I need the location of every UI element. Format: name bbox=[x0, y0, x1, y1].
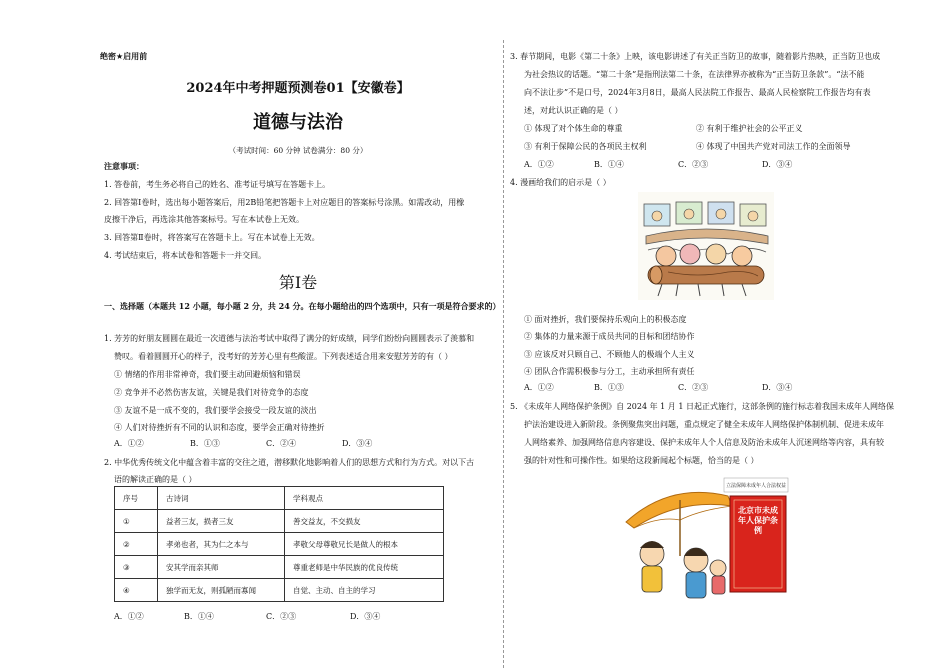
option-b[interactable]: B．①③ bbox=[190, 439, 220, 448]
question-5-text: 护法治建设进入新阶段。条例聚焦突出问题，重点规定了健全未成年人网络保护体制机制、促进未成年 bbox=[524, 420, 884, 429]
option-c[interactable]: C．②③ bbox=[678, 160, 709, 169]
notice-line: 1. 答卷前，考生务必将自己的姓名、准考证号填写在答题卡上。 bbox=[104, 180, 331, 189]
table-header: 学科观点 bbox=[285, 487, 444, 510]
secret-label: 绝密★启用前 bbox=[100, 52, 148, 61]
question-3-options bbox=[524, 159, 838, 170]
exam-title: 2024年中考押题预测卷01【安徽卷】 bbox=[186, 81, 410, 96]
option-c[interactable]: C．②③ bbox=[266, 612, 297, 621]
question-2-text: 语的解读正确的是（ ） bbox=[114, 475, 197, 484]
option-a[interactable]: A．①② bbox=[524, 160, 554, 169]
table-cell: 益者三友，损者三友 bbox=[158, 510, 285, 533]
table-header: 序号 bbox=[115, 487, 158, 510]
question-1-item: ③ 友谊不是一成不变的，我们要学会接受一段友谊的淡出 bbox=[114, 406, 317, 415]
child-protection-image bbox=[620, 476, 790, 604]
question-4-item: ① 面对挫折，我们要保持乐观向上的积极态度 bbox=[524, 315, 687, 324]
book-title: 北京市未成年人保护条例 bbox=[738, 506, 778, 535]
question-1-item: ② 竞争并不必然伤害友谊，关键是我们对待竞争的态度 bbox=[114, 388, 309, 397]
table-cell: 独学而无友，则孤陋而寡闻 bbox=[158, 579, 285, 602]
option-d[interactable]: D．③④ bbox=[762, 160, 793, 169]
cartoon-illustration bbox=[638, 192, 774, 300]
question-1-text: 赞叹。看着圆圆开心的样子，没考好的芳芳心里有些酸涩。下列表述适合用来安慰芳芳的有（ ） bbox=[114, 352, 453, 361]
notice-line: 皮擦干净后，再选涂其他答案标号。写在本试卷上无效。 bbox=[104, 215, 304, 224]
question-2-table bbox=[114, 486, 444, 602]
question-3-text: 为社会热议的话题。“第二十条”是指刑法第二十条，在法律界亦被称为“正当防卫条款”。“法不能 bbox=[524, 70, 865, 79]
table-row bbox=[115, 510, 444, 533]
question-4-item: ② 集体的力量来源于成员共同的目标和团结协作 bbox=[524, 332, 695, 341]
table-header: 古诗词 bbox=[158, 487, 285, 510]
question-2-text: 2. 中华优秀传统文化中蕴含着丰富的交往之道，潜移默化地影响着人们的思想方式和行为方式。对以下古 bbox=[104, 458, 475, 467]
notice-line: 2. 回答第Ⅰ卷时，选出每小题答案后，用2B铅笔把答题卡上对应题目的答案标号涂黑。如需改动，用橡 bbox=[104, 198, 465, 207]
exam-meta: （考试时间：60 分钟 试卷满分：80 分） bbox=[228, 146, 368, 155]
section-heading: 一、选择题（本题共 12 小题，每小题 2 分，共 24 分。在每小题给出的四个选项中，只有一项是符合要求的） bbox=[104, 301, 501, 311]
volume-heading: 第Ⅰ卷 bbox=[278, 273, 318, 292]
question-3-item: ② 有利于维护社会的公平正义 bbox=[696, 124, 803, 133]
option-d[interactable]: D．③④ bbox=[342, 439, 373, 448]
question-1-text: 1. 芳芳的好朋友圆圆在最近一次道德与法治考试中取得了满分的好成绩，同学们纷纷向圆圆表示了羡慕和 bbox=[104, 334, 475, 343]
option-d[interactable]: D．③④ bbox=[350, 612, 381, 621]
option-a[interactable]: A．①② bbox=[114, 612, 144, 621]
question-4-item: ④ 团队合作需积极参与分工，主动承担所有责任 bbox=[524, 367, 695, 376]
question-4-text: 4. 漫画给我们的启示是（ ） bbox=[510, 178, 611, 187]
table-cell: ③ bbox=[115, 556, 158, 579]
subject-title: 道德与法治 bbox=[253, 112, 343, 133]
option-a[interactable]: A．①② bbox=[114, 439, 144, 448]
table-cell: 自觉、主动、自主的学习 bbox=[285, 579, 444, 602]
question-3-text: 述，对此认识正确的是（ ） bbox=[524, 106, 623, 115]
table-cell: 孝弟也者，其为仁之本与 bbox=[158, 533, 285, 556]
question-5-text: 5. 《未成年人网络保护条例》自 2024 年 1 月 1 日起正式施行，这部条例的施行标志着我国未成年人网络保 bbox=[510, 402, 894, 411]
question-5-text: 强的针对性和可操作性。如果给这段新闻起个标题，恰当的是（ ） bbox=[524, 456, 759, 465]
question-4-item: ③ 应该反对只顾自己、不顾他人的极端个人主义 bbox=[524, 350, 695, 359]
question-2-options bbox=[114, 611, 426, 622]
table-row bbox=[115, 533, 444, 556]
option-c[interactable]: C．②③ bbox=[678, 383, 709, 392]
table-row bbox=[115, 556, 444, 579]
question-3-text: 向不法让步”不是口号，2024年3月8日，最高人民法院工作报告、最高人民检察院工作报告均有表 bbox=[524, 88, 871, 97]
table-header-row bbox=[115, 487, 444, 510]
option-c[interactable]: C．②④ bbox=[266, 439, 297, 448]
question-1-item: ④ 人们对待挫折有不同的认识和态度，要学会正确对待挫折 bbox=[114, 423, 325, 432]
option-b[interactable]: B．①④ bbox=[594, 160, 624, 169]
table-cell: ① bbox=[115, 510, 158, 533]
notice-heading: 注意事项： bbox=[104, 161, 144, 171]
notice-line: 3. 回答第Ⅱ卷时，将答案写在答题卡上。写在本试卷上无效。 bbox=[104, 233, 320, 242]
umbrella-caption: 立法保障未成年人合法权益 bbox=[725, 483, 787, 489]
table-cell: 孝敬父母尊敬兄长是做人的根本 bbox=[285, 533, 444, 556]
option-a[interactable]: A．①② bbox=[524, 383, 554, 392]
option-d[interactable]: D．③④ bbox=[762, 383, 793, 392]
table-row bbox=[115, 579, 444, 602]
column-divider bbox=[503, 40, 504, 668]
table-cell: ② bbox=[115, 533, 158, 556]
question-1-options bbox=[114, 438, 418, 449]
table-cell: ④ bbox=[115, 579, 158, 602]
table-cell: 尊重老师是中华民族的优良传统 bbox=[285, 556, 444, 579]
question-3-item: ④ 体现了中国共产党对司法工作的全面领导 bbox=[696, 142, 851, 151]
question-4-options bbox=[524, 382, 838, 393]
table-cell: 安其学而亲其师 bbox=[158, 556, 285, 579]
cartoon-teamwork-image bbox=[638, 192, 774, 300]
question-5-text: 人网络素养、加强网络信息内容建设、保护未成年人个人信息及防治未成年人沉迷网络等内容，具有较 bbox=[524, 438, 884, 447]
question-3-item: ① 体现了对个体生命的尊重 bbox=[524, 124, 623, 133]
notice-line: 4. 考试结束后，将本试卷和答题卡一并交回。 bbox=[104, 251, 267, 260]
question-3-item: ③ 有利于保障公民的各项民主权利 bbox=[524, 142, 647, 151]
table-cell: 善交益友，不交损友 bbox=[285, 510, 444, 533]
option-b[interactable]: B．①③ bbox=[594, 383, 624, 392]
option-b[interactable]: B．①④ bbox=[184, 612, 214, 621]
child-protection-illustration bbox=[620, 476, 790, 604]
question-1-item: ① 情绪的作用非常神奇，我们要主动回避烦恼和错误 bbox=[114, 370, 301, 379]
question-3-text: 3. 春节期间，电影《第二十条》上映，该电影讲述了有关正当防卫的故事，随着影片热映，正当防卫也成 bbox=[510, 52, 881, 61]
